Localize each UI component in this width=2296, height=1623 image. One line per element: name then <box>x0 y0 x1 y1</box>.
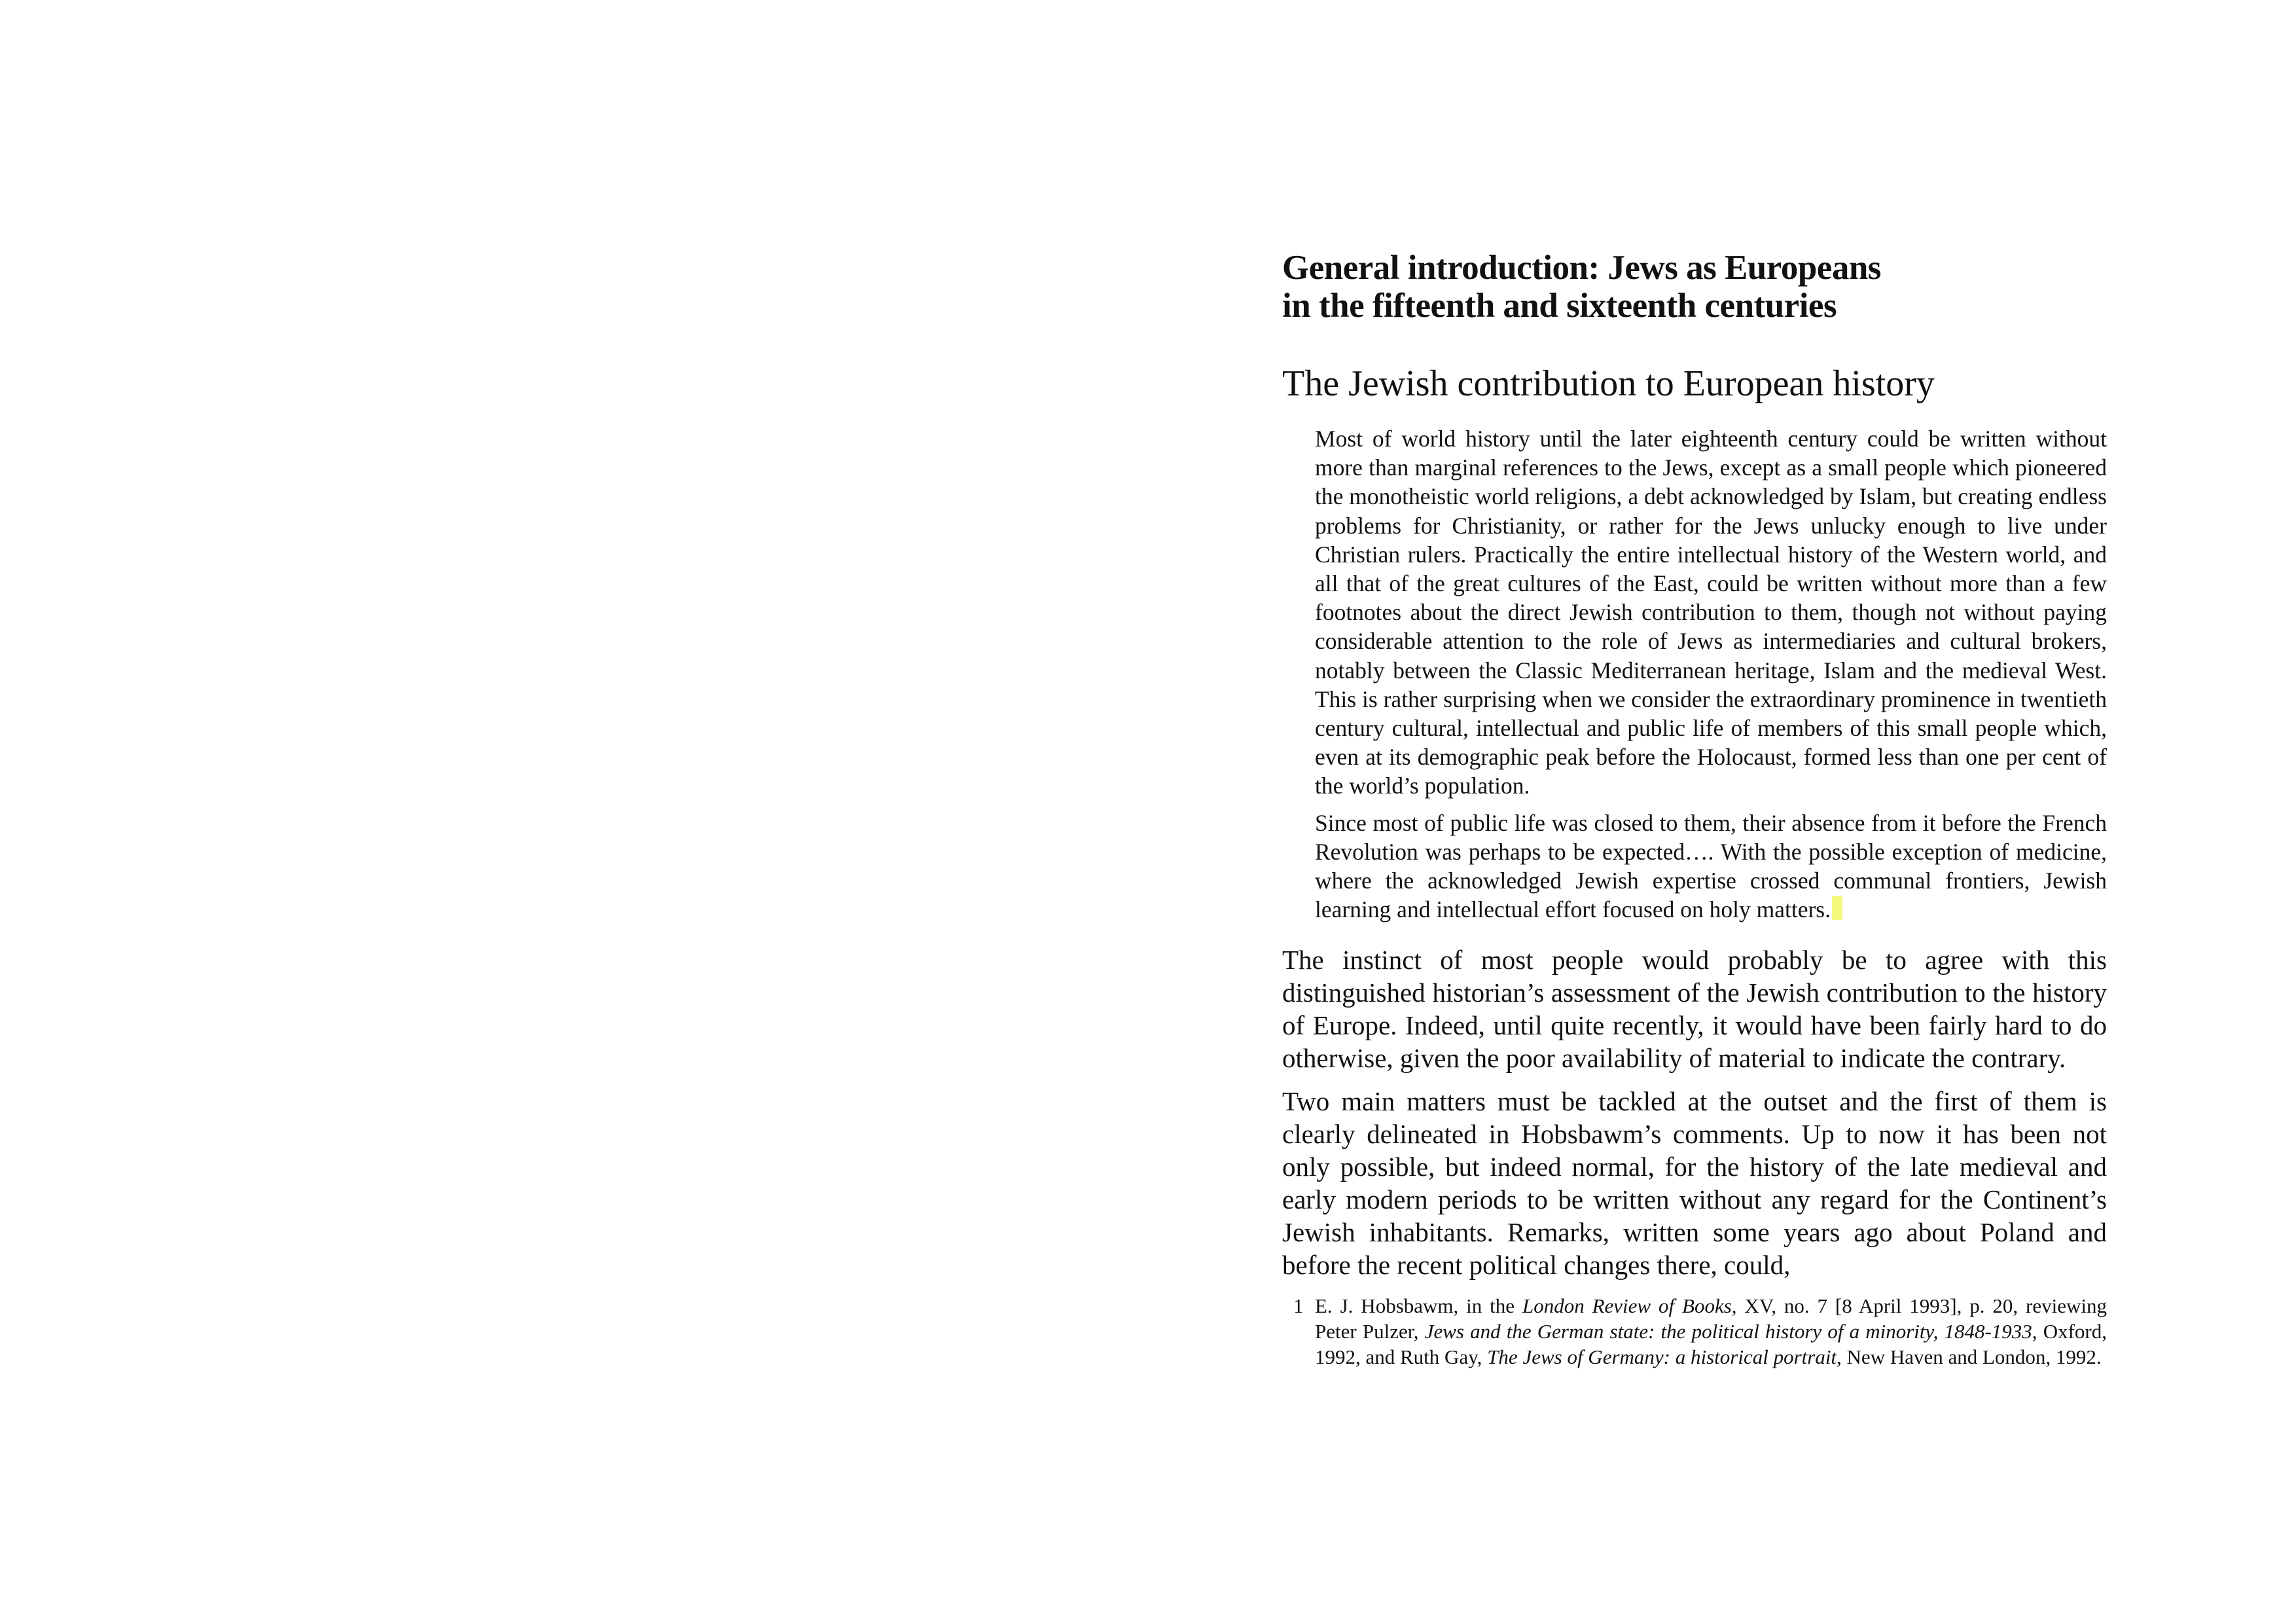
footnote-book-title-1: Jews and the German state: the political history of a minority, 1848-1933 <box>1424 1320 2032 1343</box>
body-paragraph-2: Two main matters must be tackled at the outset and the first of them is clearly delineated in Hobsbawm’s comments. Up to now it has been not only possible, but indeed normal, for the history of the late medieval and early modern periods to be written without any regard for the Continent’s Jewish inhabitants. Remarks, written some years ago about Poland and before the recent political changes there, could, <box>1282 1086 2107 1281</box>
body-paragraph-1: The instinct of most people would probably be to agree with this distinguished historian’s assessment of the Jewish contribution to the history of Europe. Indeed, until quite recently, it would have been fairly hard to do otherwise, given the poor availability of material to indicate the contrary. <box>1282 945 2107 1074</box>
footnote-text-c: , Oxford, 1992, and Ruth Gay, <box>1315 1320 2107 1369</box>
chapter-title-line1: General introduction: Jews as Europeans <box>1282 249 1881 287</box>
footnote-journal-title: London Review of Books <box>1522 1294 1732 1318</box>
page-content <box>1282 249 2107 1370</box>
hobsbawm-quote <box>1315 424 2107 924</box>
footnote-text-b: , XV, no. 7 [8 April 1993], p. 20, reviewing Peter Pulzer, <box>1315 1294 2107 1343</box>
footnote-text-a: E. J. Hobsbawm, in the <box>1315 1294 1522 1318</box>
quote-paragraph-2-text: Since most of public life was closed to them, their absence from it before the French Revolution was perhaps to be expected…. With the possible exception of medicine, where the acknowledged Jewish expertise crossed communal frontiers, Jewish learning and intellectual effort focused on holy matters. <box>1315 809 2107 923</box>
quote-paragraph-2 <box>1315 809 2107 924</box>
footnote-text-d: , New Haven and London, 1992. <box>1837 1345 2102 1369</box>
footnote-book-title-2: The Jews of Germany: a historical portrait <box>1487 1345 1837 1369</box>
footnote-marker-highlight[interactable] <box>1832 896 1842 920</box>
right-page <box>1148 0 2296 1623</box>
chapter-title <box>1282 249 2107 325</box>
quote-paragraph-1: Most of world history until the later eighteenth century could be written without more than marginal references to the Jews, except as a small people which pioneered the monotheistic world religions, a debt acknowledged by Islam, but creating endless problems for Christianity, or rather for the Jews unlucky enough to live under Christian rulers. Practically the entire intellectual history of the Western world, and all that of the great cultures of the East, could be written without more than a few footnotes about the direct Jewish contribution to them, though not without paying considerable attention to the role of Jews as intermediaries and cultural brokers, notably between the Classic Mediterranean heritage, Islam and the medieval West. This is rather surprising when we consider the extraordinary prominence in twentieth century cultural, intellectual and public life of members of this small people which, even at its demographic peak before the Holocaust, formed less than one per cent of the world’s population. <box>1315 426 2107 799</box>
footnote-1 <box>1293 1293 2107 1370</box>
chapter-title-line2: in the fifteenth and sixteenth centuries <box>1282 287 1837 325</box>
footnote-number: 1 <box>1293 1294 1304 1318</box>
section-title: The Jewish contribution to European history <box>1282 363 1935 404</box>
